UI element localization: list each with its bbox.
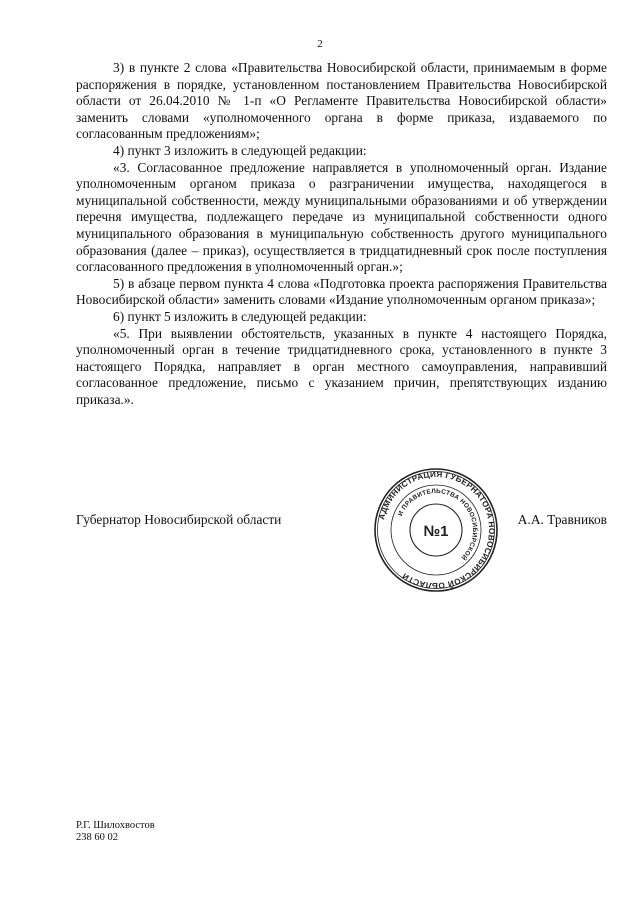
paragraph-item-3: 3) в пункте 2 слова «Правительства Новосибирской области, принимаемым в форме распоряжения в порядке, установленном постановлением Правительства Новосибирской области от 26.04.2010 № 1-п «О Регламенте Правительства Новосибирской области» заменить словами «уполномоченного органа в форме приказа, издаваемого по согласованным предложениям»;	[76, 60, 607, 142]
official-seal-icon	[372, 466, 500, 594]
document-body	[76, 60, 607, 408]
signatory-name: А.А. Травников	[517, 512, 607, 527]
paragraph-item-6: 6) пункт 5 изложить в следующей редакции:	[113, 308, 367, 324]
executor-phone: 238 60 02	[76, 832, 118, 843]
paragraph-item-4: 4) пункт 3 изложить в следующей редакции:	[113, 142, 367, 158]
signature-block	[76, 512, 607, 530]
signatory-position: Губернатор Новосибирской области	[76, 512, 282, 527]
paragraph-item-6-text: «5. При выявлении обстоятельств, указанных в пункте 4 настоящего Порядка, уполномоченный орган в течение тридцатидневного срока, установленного в пункте 3 настоящего Порядка, направляет в орган местного самоуправления, направивший согласованное предложение, письмо с указанием причин, препятствующих изданию приказа.».	[76, 325, 607, 407]
page-number: 2	[317, 38, 323, 50]
seal-number: №1	[423, 523, 449, 540]
paragraph-item-4-text: «3. Согласованное предложение направляется в уполномоченный орган. Издание уполномоченным органом приказа о разграничении имущества, находящегося в муниципальной собственности, между муниципальными образованиями и об утверждении перечня имущества, подлежащего передаче из муниципальной собственности одного муниципального образования в муниципальную собственность другого муниципального образования (далее – приказ), осуществляется в тридцатидневный срок после поступления согласованного предложения в уполномоченный орган.»;	[76, 159, 607, 275]
seal-outer-text: АДМИНИСТРАЦИЯ ГУБЕРНАТОРА НОВОСИБИРСКОЙ ОБЛАСТИ	[377, 469, 497, 591]
executor-name: Р.Г. Шилохвостов	[76, 820, 155, 831]
executor-info	[76, 820, 155, 844]
seal-inner-text: И ПРАВИТЕЛЬСТВА НОВОСИБИРСКОЙ	[396, 487, 479, 562]
paragraph-item-5: 5) в абзаце первом пункта 4 слова «Подготовка проекта распоряжения Правительства Новосибирской области» заменить словами «Издание уполномоченным органом приказа»;	[76, 275, 607, 308]
